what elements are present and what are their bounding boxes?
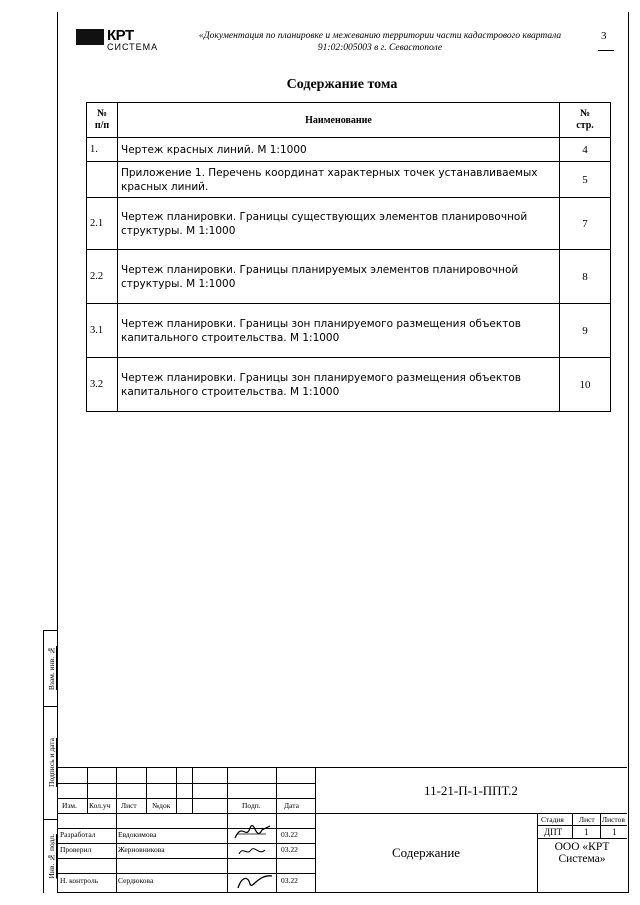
page-title: Содержание тома xyxy=(286,77,398,92)
sheet-value: 1 xyxy=(584,827,589,837)
header-num: № п/п xyxy=(87,103,118,138)
name-developer: Евдокимова xyxy=(118,830,157,839)
table-header-row xyxy=(87,103,611,138)
stage-header: Стадия xyxy=(541,815,564,824)
row-name: Чертеж красных линий. М 1:1000 xyxy=(118,138,560,162)
table-row xyxy=(87,198,611,250)
sheets-header: Листов xyxy=(602,815,625,824)
col-izm: Изм. xyxy=(62,801,77,810)
table-row xyxy=(87,138,611,162)
row-page: 9 xyxy=(560,304,611,358)
sheet-header: Лист xyxy=(579,815,595,824)
row-page: 4 xyxy=(560,138,611,162)
row-page: 10 xyxy=(560,358,611,412)
header-line-1: «Документация по планировке и межеванию территории части кадастрового квартала xyxy=(198,31,562,41)
contents-table xyxy=(86,102,611,412)
row-page: 5 xyxy=(560,162,611,198)
signature-developer xyxy=(232,820,272,842)
stage-value: ДПТ xyxy=(544,827,563,837)
col-podp: Подп. xyxy=(242,801,261,810)
row-num: 2.2 xyxy=(87,250,118,304)
logo-mark-icon xyxy=(76,29,104,45)
document-name: Содержание xyxy=(391,845,461,860)
col-date: Дата xyxy=(284,801,299,810)
name-norm-control: Сердюкова xyxy=(118,876,154,885)
col-list: Лист xyxy=(121,801,137,810)
row-num: 2.1 xyxy=(87,198,118,250)
side-stamp xyxy=(43,630,58,893)
row-num: 3.1 xyxy=(87,304,118,358)
date-checker: 03.22 xyxy=(281,845,298,854)
header-name: Наименование xyxy=(118,103,560,138)
table-row xyxy=(87,250,611,304)
col-kol-uch: Кол.уч xyxy=(89,801,111,810)
row-page: 7 xyxy=(560,198,611,250)
row-name: Приложение 1. Перечень координат характерных точек устанавливаемых красных линий. xyxy=(118,162,560,198)
row-name: Чертеж планировки. Границы планируемых элементов планировочной структуры. М 1:1000 xyxy=(118,250,560,304)
col-ndok: №док xyxy=(152,801,171,810)
document-code: 11-21-П-1-ППТ.2 xyxy=(424,782,518,798)
table-row xyxy=(87,304,611,358)
row-num: 1. xyxy=(87,138,118,162)
row-name: Чертеж планировки. Границы зон планируемого размещения объектов капитального строительства. М 1:1000 xyxy=(118,304,560,358)
signature-checker xyxy=(235,844,269,858)
company-logo xyxy=(76,27,159,55)
date-norm-control: 03.22 xyxy=(281,876,298,885)
side-inv-label: Инв. № подл. xyxy=(46,833,56,879)
row-num xyxy=(87,162,118,198)
table-row xyxy=(87,162,611,198)
name-checker: Жерновникова xyxy=(118,845,165,854)
row-name: Чертеж планировки. Границы существующих элементов планировочной структуры. М 1:1000 xyxy=(118,198,560,250)
row-num: 3.2 xyxy=(87,358,118,412)
logo-text-main: КРТ xyxy=(107,27,134,44)
role-norm-control: Н. контроль xyxy=(60,876,99,885)
page-number: 3 xyxy=(601,30,607,42)
signature-norm-control xyxy=(234,872,274,892)
header-page: № стр. xyxy=(560,103,611,138)
logo-text-sub: СИСТЕМА xyxy=(107,42,159,52)
row-name: Чертеж планировки. Границы зон планируемого размещения объектов капитального строительства. М 1:1000 xyxy=(118,358,560,412)
side-signature-date-label: Подпись и дата xyxy=(46,738,56,787)
role-checker: Проверил xyxy=(60,845,92,854)
date-developer: 03.22 xyxy=(281,830,298,839)
row-page: 8 xyxy=(560,250,611,304)
sheets-value: 1 xyxy=(612,827,617,837)
role-developer: Разработал xyxy=(60,830,96,839)
page-number-underline xyxy=(598,50,614,51)
header-project-title xyxy=(165,30,595,54)
title-block xyxy=(57,767,627,893)
table-row xyxy=(87,358,611,412)
side-vzam-label: Взам. инв. № xyxy=(46,646,56,691)
organization-name: ООО «КРТ Система» xyxy=(554,841,610,865)
header-line-2: 91:02:005003 в г. Севастополе xyxy=(317,43,443,53)
